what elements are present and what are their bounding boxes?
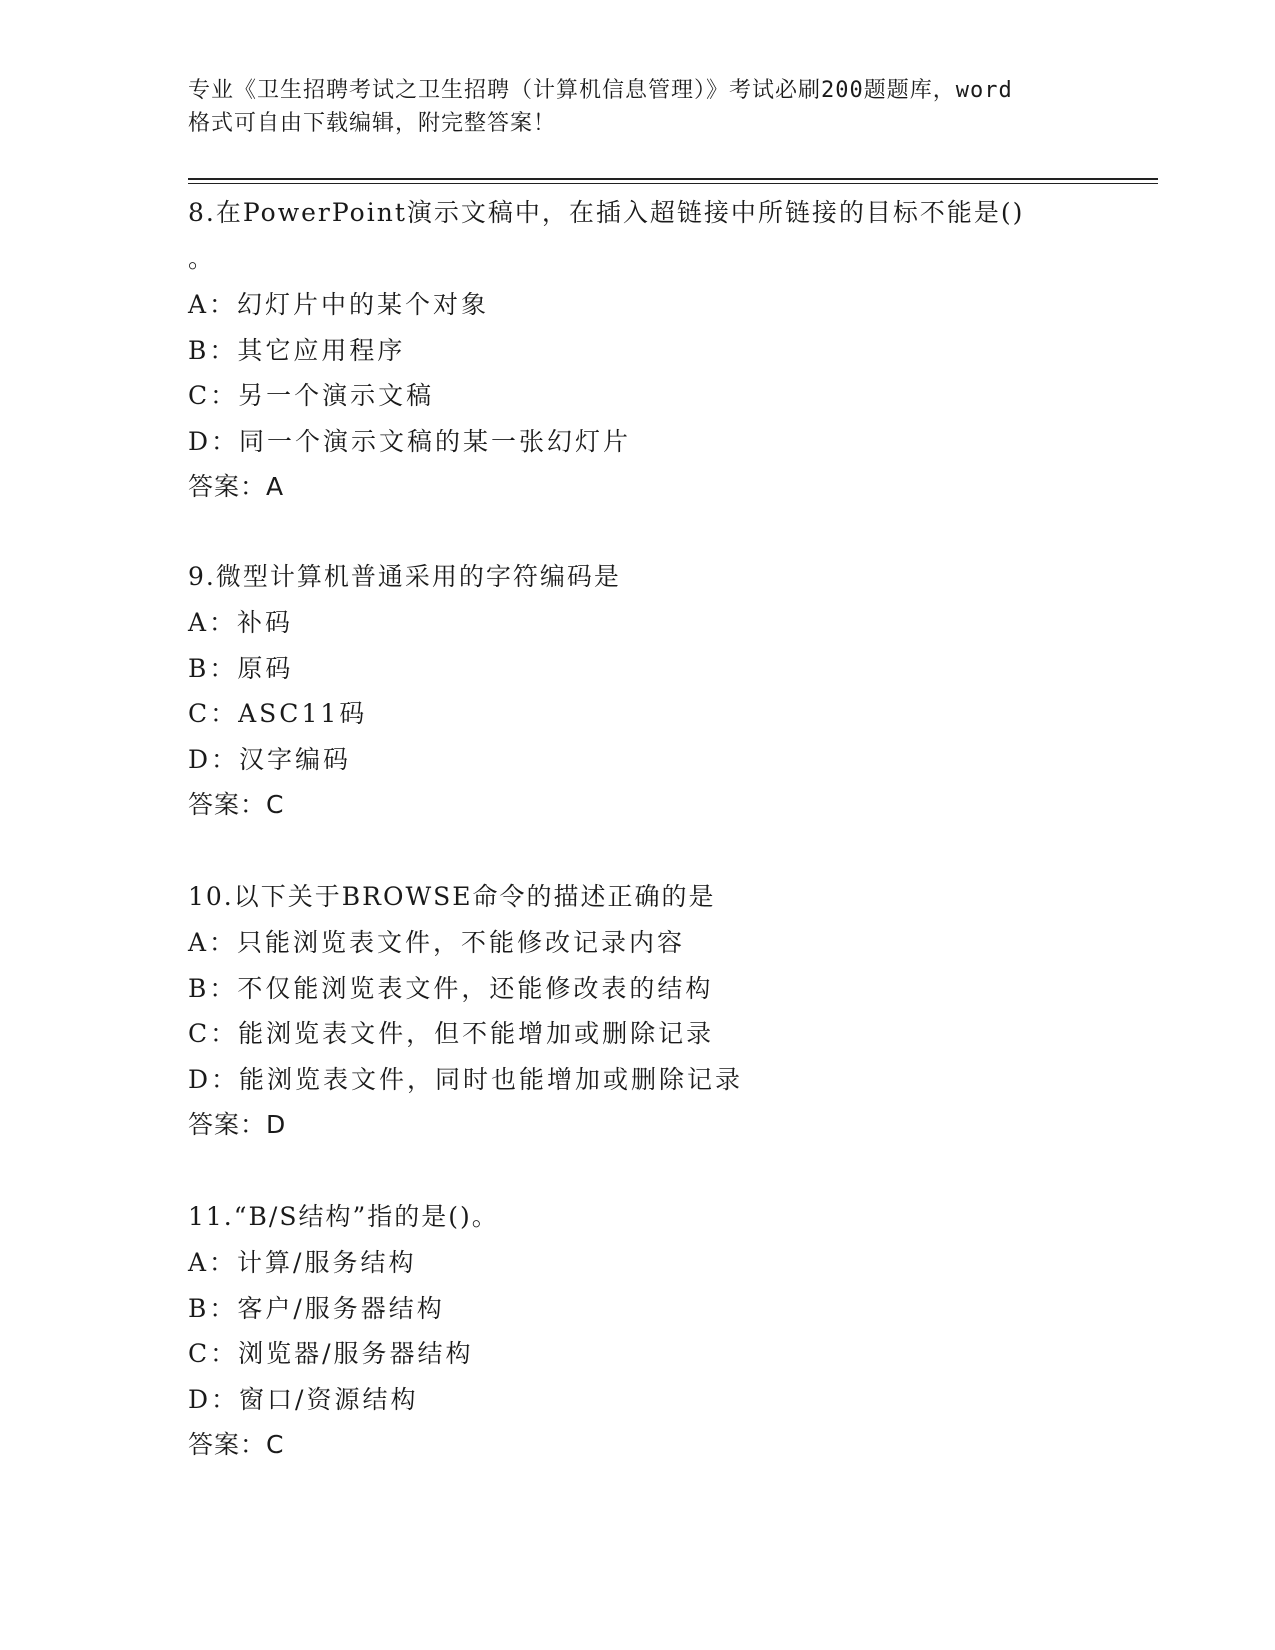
question-11: [188, 1194, 1118, 1468]
option-c: C：ASC11码: [188, 699, 368, 728]
option-d: D：窗口/资源结构: [188, 1384, 419, 1414]
answer: 答案：A: [188, 472, 285, 501]
question-stem: 11.“B/S结构”指的是()。: [188, 1202, 499, 1231]
header-divider-bottom: [188, 183, 1158, 184]
option-c: C：另一个演示文稿: [188, 381, 435, 410]
question-stem: 8.在PowerPoint演示文稿中，在插入超链接中所链接的目标不能是(): [188, 198, 1025, 227]
option-b: B：不仅能浏览表文件，还能修改表的结构: [188, 973, 714, 1003]
header-divider-top: [188, 178, 1158, 180]
option-c: C：浏览器/服务器结构: [188, 1339, 474, 1368]
document-header: [188, 74, 1088, 140]
option-d: D：能浏览表文件，同时也能增加或删除记录: [188, 1064, 744, 1094]
header-line-2: 格式可自由下载编辑，附完整答案！: [188, 111, 557, 136]
option-b: B：原码: [188, 653, 294, 683]
question-stem: 10.以下关于BROWSE命令的描述正确的是: [188, 882, 716, 911]
answer: 答案：C: [188, 1430, 285, 1459]
answer: 答案：C: [188, 790, 285, 819]
option-b: B：客户/服务器结构: [188, 1293, 445, 1323]
question-10: [188, 874, 1118, 1148]
question-stem: 9.微型计算机普通采用的字符编码是: [188, 562, 621, 591]
question-9: [188, 554, 1118, 828]
question-8: [188, 190, 1118, 510]
option-a: A：计算/服务结构: [188, 1248, 417, 1277]
header-line-1: 专业《卫生招聘考试之卫生招聘（计算机信息管理）》考试必刷200题题库，word: [188, 78, 1013, 103]
option-a: A：补码: [188, 608, 294, 637]
option-d: D：汉字编码: [188, 744, 352, 774]
option-d: D：同一个演示文稿的某一张幻灯片: [188, 426, 632, 456]
answer: 答案：D: [188, 1110, 287, 1139]
question-stem-continuation: 。: [188, 244, 216, 273]
option-b: B：其它应用程序: [188, 335, 406, 365]
option-a: A：幻灯片中的某个对象: [188, 290, 490, 319]
option-c: C：能浏览表文件，但不能增加或删除记录: [188, 1019, 715, 1048]
option-a: A：只能浏览表文件，不能修改记录内容: [188, 928, 686, 957]
